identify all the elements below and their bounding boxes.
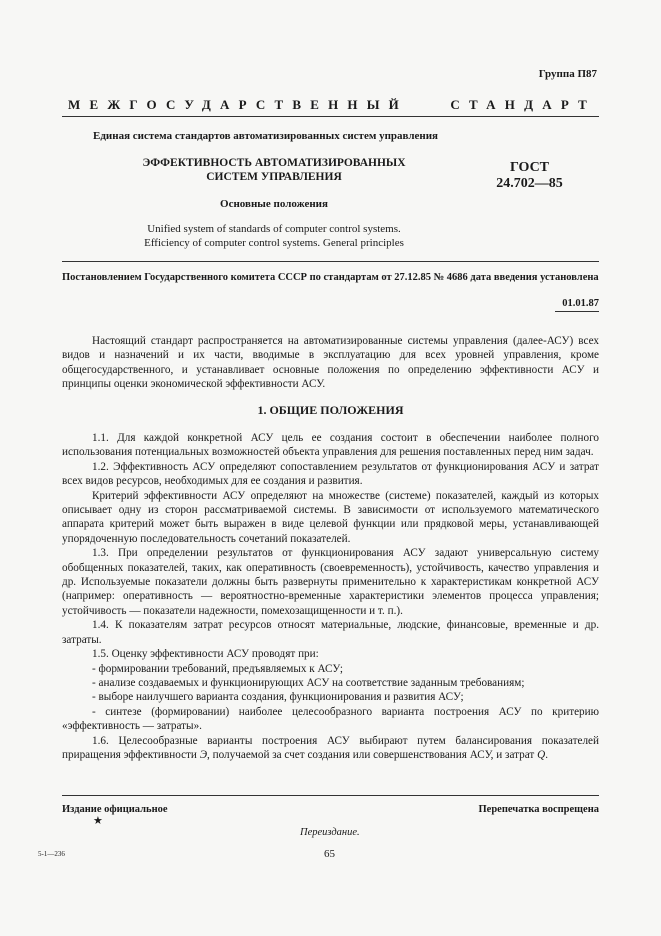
- intro-paragraph: Настоящий стандарт распространяется на автоматизированные системы управления (далее-АСУ) всех видов и назначений и их части, вводимые в эксплуатацию для всех уровней управления, кроме общегосударственного, и устанавливает основные положения по определению эффективности АСУ и принципы оценки экономической эффективности АСУ.: [62, 335, 599, 391]
- symbol-q: Q: [537, 748, 546, 761]
- section-heading: 1. ОБЩИЕ ПОЛОЖЕНИЯ: [257, 403, 404, 417]
- paragraph-1-4: 1.4. К показателям затрат ресурсов относят материальные, людские, финансовые, временные и др. затраты.: [62, 619, 599, 646]
- paragraph-1-2-criteria: Критерий эффективности АСУ определяют на множестве (системе) показателей, каждый из которых описывает одну из сторон рассматриваемой системы. В зависимости от используемого математического аппарата критерий может быть выражен в виде целевой функции или прядковой меры, устанавливающей упорядоченную последовательность сочетаний показателей.: [62, 489, 599, 545]
- reissue-note: Переиздание.: [300, 827, 360, 838]
- header-rule: [62, 261, 599, 262]
- introduction-date: 01.01.87: [562, 298, 599, 309]
- paragraph-1-3: 1.3. При определении результатов от функционирования АСУ задают универсальную систему обобщенных показателей, таких, как оперативность (своевременность), устойчивость, качество управления и др. Используемые показатели должны быть развернуты применительно к характеристикам конкретной АСУ (например: оперативность — вероятностно-временные характеристики элементов процесса управления; устойчивость — показатели надежности, помехозащищенности и т. п.).: [62, 547, 599, 617]
- system-line: Единая система стандартов автоматизированных систем управления: [93, 130, 439, 142]
- paragraph-1-1: 1.1. Для каждой конкретной АСУ цель ее создания состоит в обеспечении наиболее полного использования потенциальных возможностей объекта управления для решения поставленных перед ним задач.: [62, 432, 599, 459]
- subtitle: Основные положения: [220, 198, 328, 210]
- main-title-line2: СИСТЕМ УПРАВЛЕНИЯ: [206, 171, 342, 183]
- paragraph-1-6-part-b: , получаемой за счет создания или совершенствования АСУ, и затрат: [207, 748, 538, 761]
- english-line2: Efficiency of computer control systems. General principles: [144, 237, 404, 249]
- section-body: [62, 431, 599, 762]
- english-line1: Unified system of standards of computer control systems.: [147, 223, 401, 235]
- gost-label: ГОСТ: [509, 160, 550, 175]
- list-item: - анализе создаваемых и функционирующих АСУ на соответствие заданным требованиям;: [92, 676, 525, 689]
- group-label: Группа П87: [538, 68, 597, 80]
- reprint-prohibited: Перепечатка воспрещена: [478, 804, 599, 815]
- intro-paragraph-block: [62, 334, 599, 392]
- standard-banner: [68, 97, 596, 113]
- paragraph-1-6: [62, 734, 599, 763]
- banner-word-standard: СТАНДАРТ: [450, 97, 596, 112]
- print-code: 5-1—236: [38, 850, 65, 858]
- star-icon: ★: [93, 815, 103, 827]
- page-number: 65: [324, 848, 335, 860]
- main-title: [120, 156, 428, 184]
- official-edition: Издание официальное: [62, 804, 168, 815]
- paragraph-1-5: 1.5. Оценку эффективности АСУ проводят при:: [92, 648, 319, 661]
- list-item: - синтезе (формировании) наиболее целесообразного варианта построения АСУ по критерию «эффективность — затраты».: [62, 705, 599, 733]
- symbol-e: Э: [199, 748, 208, 761]
- list-item: - выборе наилучшего варианта создания, функционирования и развития АСУ;: [92, 691, 464, 704]
- paragraph-1-2: 1.2. Эффективность АСУ определяют сопоставлением результатов от функционирования АСУ и затрат всех видов ресурсов, необходимых для ее создания и развития.: [62, 460, 599, 488]
- main-title-line1: ЭФФЕКТИВНОСТЬ АВТОМАТИЗИРОВАННЫХ: [142, 157, 406, 169]
- decree-text: Постановлением Государственного комитета СССР по стандартам от 27.12.85 № 4686 дата введения установлена: [62, 272, 599, 283]
- english-title: [115, 222, 433, 250]
- gost-number: [492, 160, 567, 192]
- paragraph-1-6-part-c: .: [545, 748, 549, 761]
- gost-code: 24.702—85: [496, 176, 563, 191]
- paragraph-1-6-part-a: 1.6. Целесообразные варианты построения АСУ выбирают путем балансирования показателей приращения эффективности: [62, 734, 599, 761]
- date-underline: [555, 311, 599, 312]
- list-item: - формировании требований, предъявляемых к АСУ;: [92, 662, 343, 675]
- footer-rule: [62, 795, 599, 796]
- top-rule: [62, 116, 599, 117]
- banner-word-interstate: МЕЖГОСУДАРСТВЕННЫЙ: [68, 97, 408, 112]
